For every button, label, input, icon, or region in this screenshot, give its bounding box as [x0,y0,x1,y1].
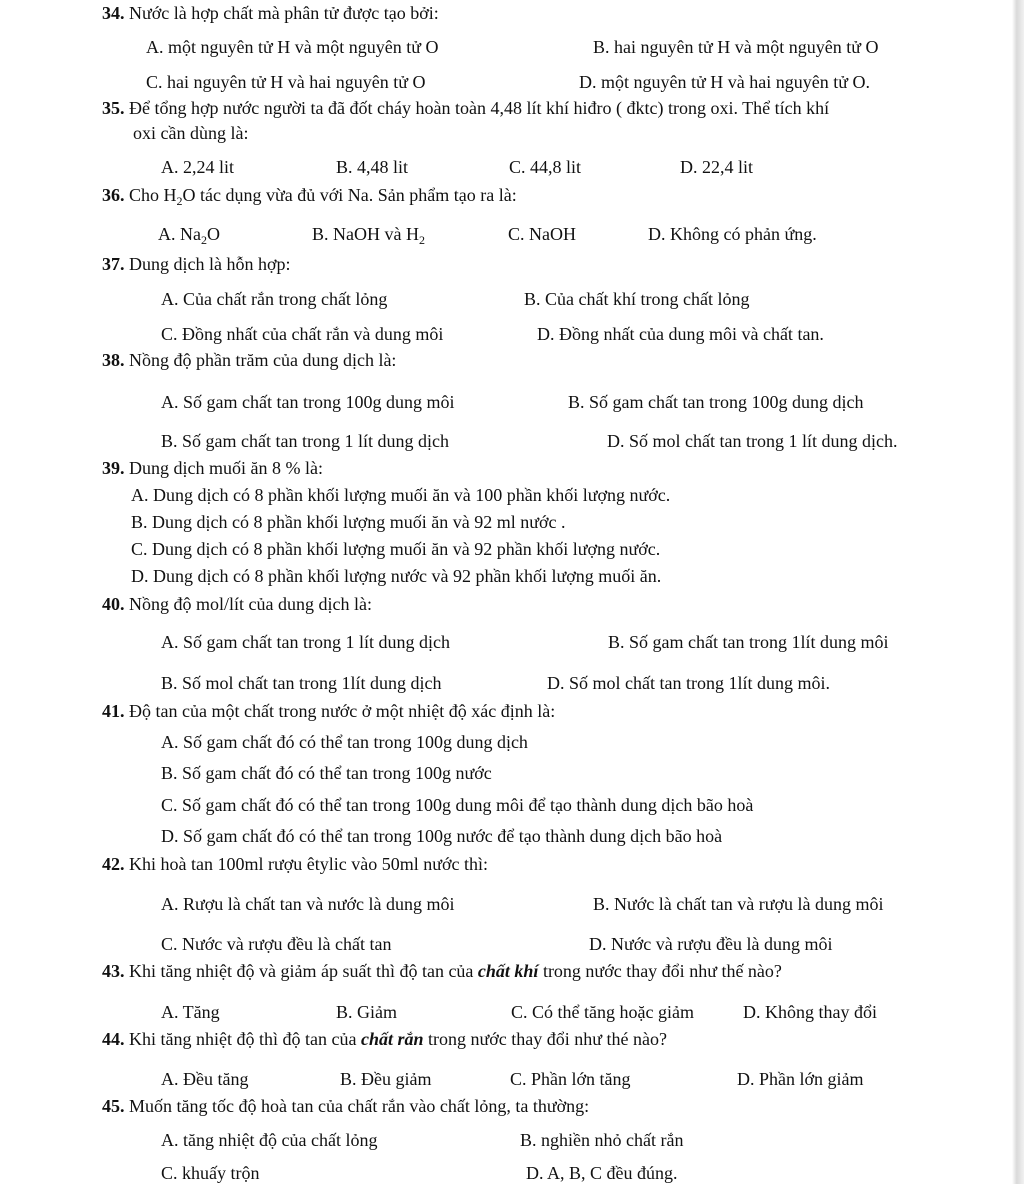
option-38-c: B. Số gam chất tan trong 1 lít dung dịch [161,431,449,451]
option-35-a: A. 2,24 lit [161,157,235,177]
option-43-c: C. Có thể tăng hoặc giảm [511,1002,694,1022]
option-39-a: A. Dung dịch có 8 phần khối lượng muối ăn và 100 phần khối lượng nước. [131,485,671,505]
option-36-b: B. NaOH và $H_2$ [312,224,425,247]
option-39-c: C. Dung dịch có 8 phần khối lượng muối ăn và 92 phần khối lượng nước. [131,539,661,559]
option-45-b: B. nghiền nhỏ chất rắn [520,1130,684,1150]
option-37-a: A. Của chất rắn trong chất lỏng [161,289,388,309]
option-34-d: D. một nguyên tử H và hai nguyên tử O. [579,72,870,92]
option-44-d: D. Phần lớn giảm [737,1069,864,1089]
question-37: 37. Dung dịch là hỗn hợp: [102,254,291,274]
option-39-b: B. Dung dịch có 8 phần khối lượng muối ăn và 92 ml nước . [131,512,566,532]
option-35-d: D. 22,4 lit [680,157,754,177]
question-35-cont: oxi cần dùng là: [133,123,249,143]
option-41-c: C. Số gam chất đó có thể tan trong 100g dung môi để tạo thành dung dịch bão hoà [161,795,754,815]
option-40-d: D. Số mol chất tan trong 1lít dung môi. [547,673,830,693]
question-44: 44. Khi tăng nhiệt độ thì độ tan của chất rắn trong nước thay đổi như thé nào? [102,1029,667,1049]
option-37-d: D. Đồng nhất của dung môi và chất tan. [537,324,824,344]
option-36-c: C. NaOH [508,224,576,244]
option-41-d: D. Số gam chất đó có thể tan trong 100g nước để tạo thành dung dịch bão hoà [161,826,723,846]
option-43-a: A. Tăng [161,1002,220,1022]
option-42-d: D. Nước và rượu đều là dung môi [589,934,833,954]
question-39: 39. Dung dịch muối ăn 8 % là: [102,458,323,478]
option-37-c: C. Đồng nhất của chất rắn và dung môi [161,324,444,344]
option-39-d: D. Dung dịch có 8 phần khối lượng nước và 92 phần khối lượng muối ăn. [131,566,662,586]
option-34-c: C. hai nguyên tử H và hai nguyên tử O [146,72,426,92]
question-42: 42. Khi hoà tan 100ml rượu êtylic vào 50ml nước thì: [102,854,488,874]
option-36-d: D. Không có phản ứng. [648,224,817,244]
option-37-b: B. Của chất khí trong chất lỏng [524,289,750,309]
question-43: 43. Khi tăng nhiệt độ và giảm áp suất thì độ tan của chất khí trong nước thay đổi như thế nào? [102,961,782,981]
option-40-b: B. Số gam chất tan trong 1lít dung môi [608,632,889,652]
option-35-c: C. 44,8 lit [509,157,582,177]
option-40-a: A. Số gam chất tan trong 1 lít dung dịch [161,632,450,652]
option-34-b: B. hai nguyên tử H và một nguyên tử O [593,37,879,57]
option-43-b: B. Giảm [336,1002,397,1022]
option-44-a: A. Đều tăng [161,1069,249,1089]
page-edge-shadow [1012,0,1024,1184]
question-40: 40. Nồng độ mol/lít của dung dịch là: [102,594,372,614]
question-35: 35. Để tổng hợp nước người ta đã đốt cháy hoàn toàn 4,48 lít khí hiđro ( đktc) trong oxi. Thể tích khí [102,98,830,118]
option-35-b: B. 4,48 lit [336,157,409,177]
question-36: 36. Cho $H_2O$ tác dụng vừa đủ với Na. Sản phẩm tạo ra là: [102,185,517,208]
option-42-c: C. Nước và rượu đều là chất tan [161,934,392,954]
option-43-d: D. Không thay đổi [743,1002,877,1022]
option-40-c: B. Số mol chất tan trong 1lít dung dịch [161,673,442,693]
option-41-a: A. Số gam chất đó có thể tan trong 100g dung dịch [161,732,528,752]
option-34-a: A. một nguyên tử H và một nguyên tử O [146,37,439,57]
option-44-c: C. Phần lớn tăng [510,1069,631,1089]
question-45: 45. Muốn tăng tốc độ hoà tan của chất rắn vào chất lỏng, ta thường: [102,1096,590,1116]
question-41: 41. Độ tan của một chất trong nước ở một nhiệt độ xác định là: [102,701,556,721]
question-34: 34. Nước là hợp chất mà phân tử được tạo bởi: [102,3,439,23]
option-45-c: C. khuấy trộn [161,1163,260,1183]
question-38: 38. Nồng độ phần trăm của dung dịch là: [102,350,397,370]
option-36-a: A. $Na_2O$ [158,224,220,247]
option-45-a: A. tăng nhiệt độ của chất lỏng [161,1130,378,1150]
option-41-b: B. Số gam chất đó có thể tan trong 100g nước [161,763,492,783]
option-42-a: A. Rượu là chất tan và nước là dung môi [161,894,455,914]
option-45-d: D. A, B, C đều đúng. [526,1163,678,1183]
option-44-b: B. Đều giảm [340,1069,432,1089]
option-38-b: B. Số gam chất tan trong 100g dung dịch [568,392,864,412]
option-38-a: A. Số gam chất tan trong 100g dung môi [161,392,455,412]
option-42-b: B. Nước là chất tan và rượu là dung môi [593,894,884,914]
option-38-d: D. Số mol chất tan trong 1 lít dung dịch. [607,431,898,451]
